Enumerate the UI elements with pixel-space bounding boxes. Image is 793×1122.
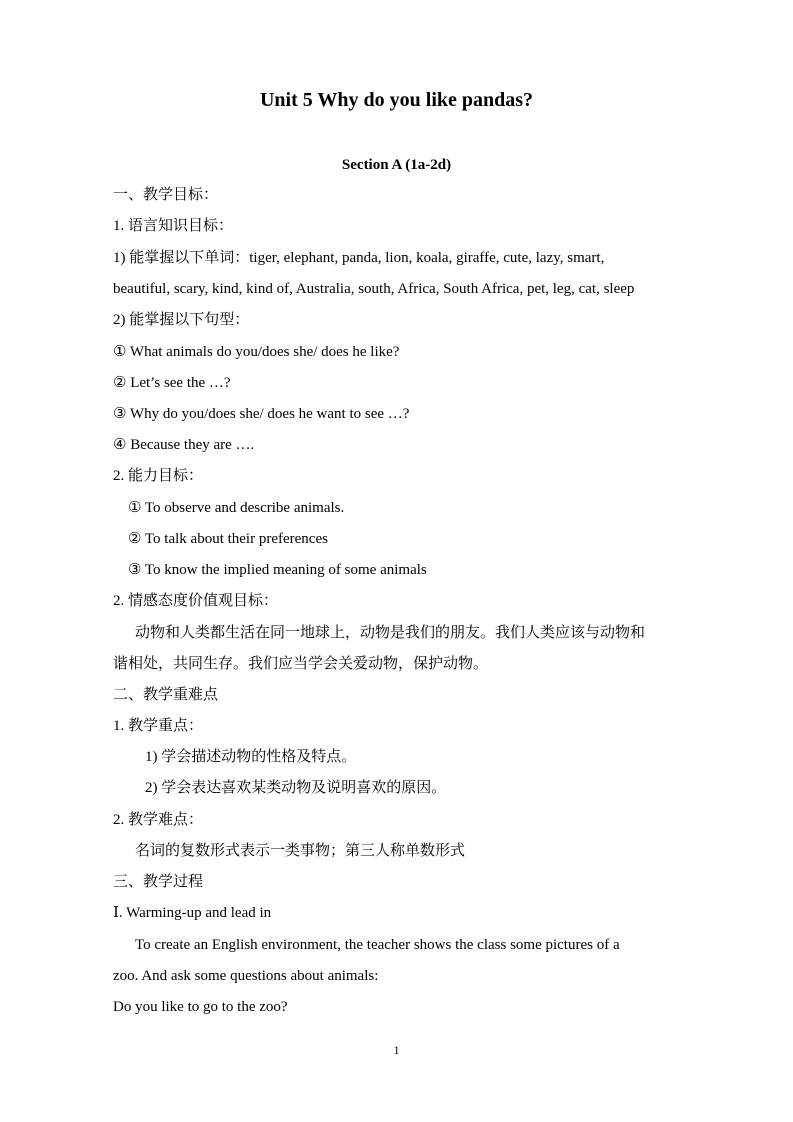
pattern-item-2: ② Let’s see the …? — [113, 375, 231, 391]
question-1: Do you like to go to the zoo? — [113, 999, 288, 1015]
process-heading: 三、教学过程 — [113, 874, 204, 890]
step-1-text-line-2: zoo. And ask some questions about animals: — [113, 968, 379, 984]
emotion-paragraph-line-1: 动物和人类都生活在同一地球上，动物是我们的朋友。我们人类应该与动物和 — [135, 625, 646, 641]
pattern-item-1: ① What animals do you/does she/ does he like? — [113, 344, 400, 360]
emotion-heading: 2. 情感态度价值观目标： — [113, 593, 279, 609]
document-title: Unit 5 Why do you like pandas? — [259, 89, 534, 111]
ability-item-1: ① To observe and describe animals. — [128, 500, 345, 516]
language-goal-heading: 1. 语言知识目标： — [113, 218, 234, 234]
step-1-text-line-1: To create an English environment, the teacher shows the class some pictures of a — [135, 937, 620, 953]
section-subtitle: Section A (1a-2d) — [341, 157, 452, 173]
step-1-heading: Ⅰ. Warming-up and lead in — [113, 905, 272, 921]
words-line-1: 1) 能掌握以下单词：tiger, elephant, panda, lion, koala, giraffe, cute, lazy, smart, — [113, 250, 605, 266]
page-number: 1 — [393, 1043, 400, 1057]
objectives-heading: 一、教学目标： — [113, 187, 219, 203]
key-point-2: 2) 学会表达喜欢某类动物及说明喜欢的原因。 — [145, 780, 447, 796]
pattern-item-3: ③ Why do you/does she/ does he want to see …? — [113, 406, 410, 422]
difficult-point-1: 名词的复数形式表示一类事物；第三人称单数形式 — [135, 843, 466, 859]
ability-item-2: ② To talk about their preferences — [128, 531, 328, 547]
pattern-item-4: ④ Because they are …. — [113, 437, 255, 453]
key-points-heading: 1. 教学重点： — [113, 718, 204, 734]
ability-item-3: ③ To know the implied meaning of some animals — [128, 562, 427, 578]
ability-heading: 2. 能力目标： — [113, 468, 204, 484]
difficult-points-heading: 2. 教学难点： — [113, 812, 204, 828]
patterns-heading: 2) 能掌握以下句型： — [113, 312, 250, 328]
words-line-2: beautiful, scary, kind, kind of, Australia, south, Africa, South Africa, pet, leg, cat, sleep — [113, 281, 635, 297]
key-point-1: 1) 学会描述动物的性格及特点。 — [145, 749, 357, 765]
key-difficult-heading: 二、教学重难点 — [113, 687, 219, 703]
emotion-paragraph-line-2: 谐相处，共同生存。我们应当学会关爱动物，保护动物。 — [113, 656, 489, 672]
